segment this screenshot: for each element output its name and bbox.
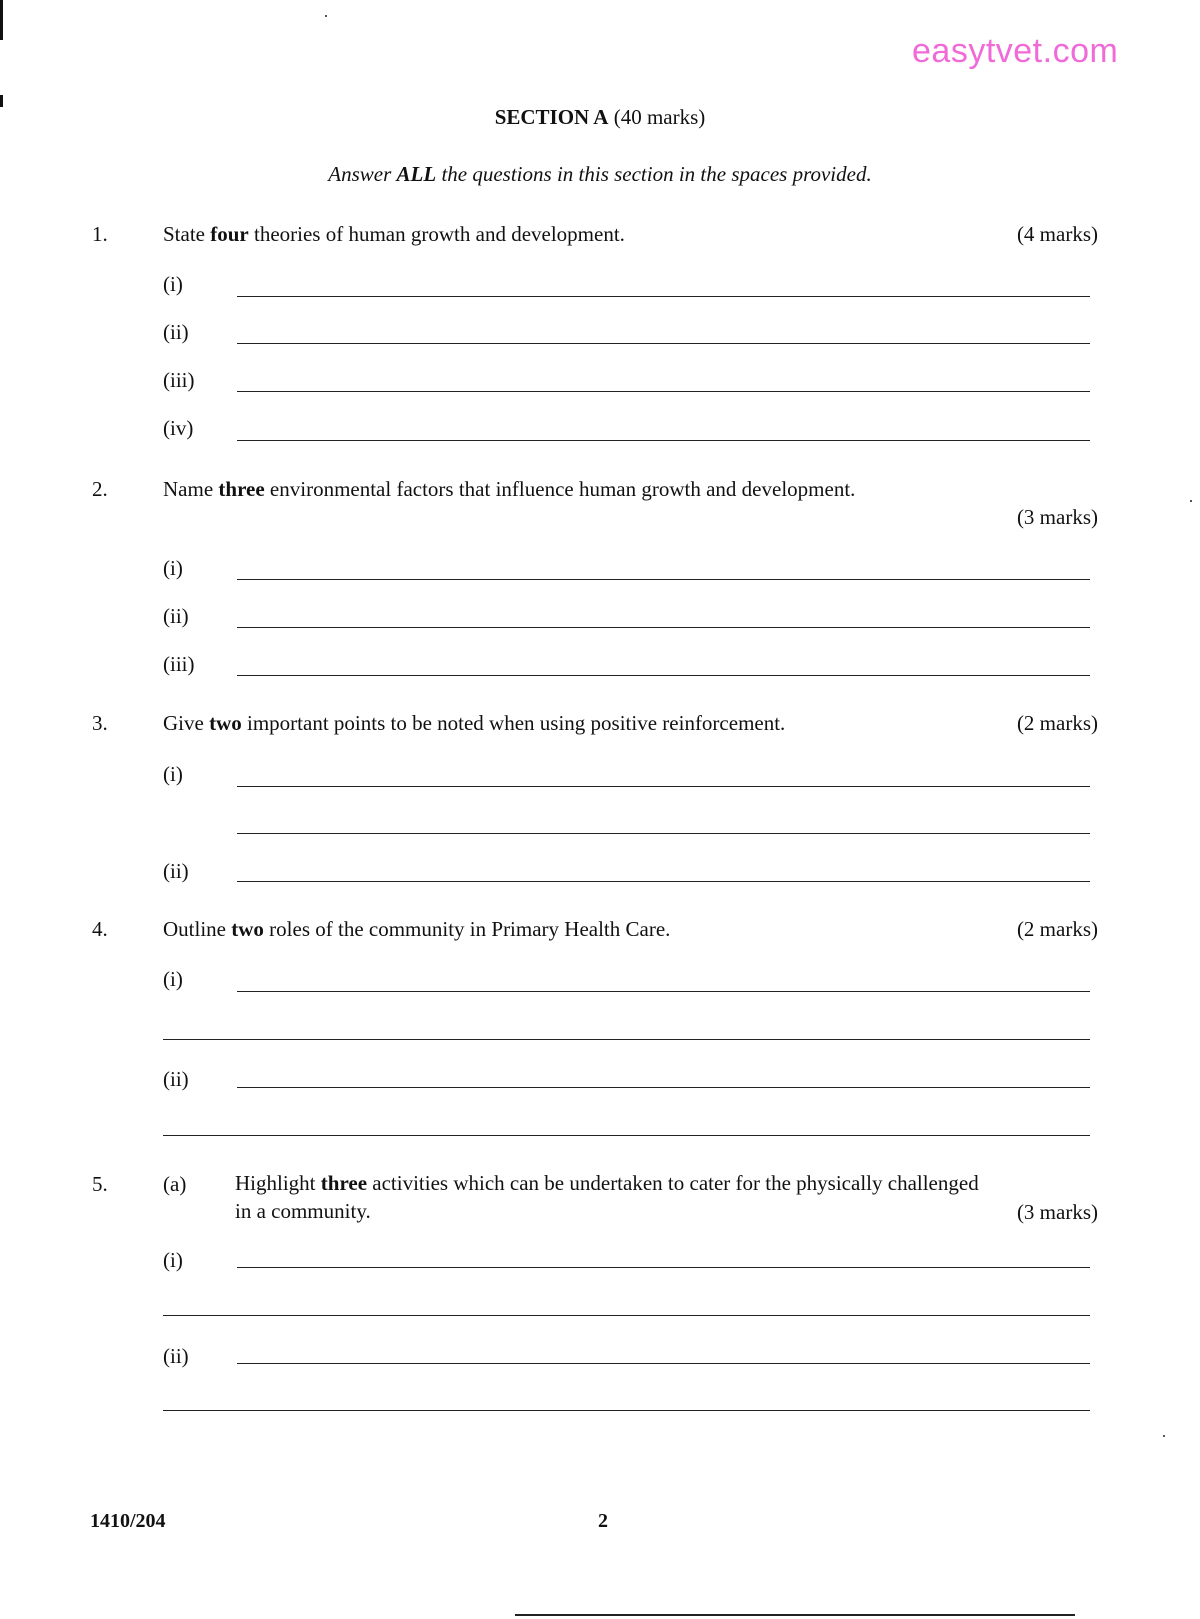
scan-speck — [1163, 1435, 1165, 1437]
scan-speck — [1190, 500, 1192, 502]
answer-line[interactable] — [237, 391, 1090, 392]
page-number: 2 — [598, 1510, 608, 1532]
question-number: 1. — [92, 222, 108, 246]
paper-code: 1410/204 — [90, 1510, 166, 1532]
answer-line[interactable] — [237, 579, 1090, 580]
answer-label: (iii) — [163, 368, 195, 392]
answer-line[interactable] — [237, 991, 1090, 992]
answer-label: (ii) — [163, 320, 189, 344]
answer-label: (i) — [163, 1248, 183, 1272]
answer-line[interactable] — [237, 786, 1090, 787]
answer-line[interactable] — [237, 440, 1090, 441]
question-text: Outline two roles of the community in Primary Health Care. — [163, 917, 671, 941]
bottom-rule — [515, 1614, 1075, 1616]
answer-line[interactable] — [237, 296, 1090, 297]
answer-label: (i) — [163, 762, 183, 786]
question-number: 5. — [92, 1172, 108, 1196]
answer-line[interactable] — [237, 881, 1090, 882]
answer-line[interactable] — [237, 1267, 1090, 1268]
answer-line[interactable] — [237, 833, 1090, 834]
answer-line[interactable] — [237, 675, 1090, 676]
answer-line[interactable] — [237, 1363, 1090, 1364]
question-number: 2. — [92, 477, 108, 501]
answer-line[interactable] — [237, 627, 1090, 628]
answer-label: (i) — [163, 556, 183, 580]
answer-label: (ii) — [163, 604, 189, 628]
question-number: 3. — [92, 711, 108, 735]
instruction: Answer ALL the questions in this section in the spaces provided. — [328, 162, 872, 186]
question-marks: (2 marks) — [1016, 917, 1098, 941]
question-marks: (2 marks) — [1016, 711, 1098, 735]
answer-line[interactable] — [163, 1410, 1090, 1411]
question-text: Highlight three activities which can be undertaken to cater for the physically challenged in a community. — [235, 1171, 979, 1223]
question-text: Give two important points to be noted when using positive reinforcement. — [163, 711, 786, 735]
question-marks: (3 marks) — [1016, 1200, 1098, 1224]
answer-line[interactable] — [237, 343, 1090, 344]
answer-label: (iv) — [163, 416, 194, 440]
watermark: easytvet.com — [912, 32, 1119, 70]
answer-line[interactable] — [163, 1315, 1090, 1316]
answer-label: (ii) — [163, 859, 189, 883]
question-text: Name three environmental factors that influence human growth and development. — [163, 477, 856, 501]
answer-label: (i) — [163, 967, 183, 991]
answer-line[interactable] — [163, 1039, 1090, 1040]
answer-line[interactable] — [163, 1135, 1090, 1136]
answer-label: (iii) — [163, 652, 195, 676]
section-title: SECTION A (40 marks) — [494, 105, 706, 129]
answer-line[interactable] — [237, 1087, 1090, 1088]
question-part: (a) — [163, 1172, 187, 1196]
scan-speck — [325, 15, 327, 17]
question-marks: (4 marks) — [1016, 222, 1098, 246]
answer-label: (i) — [163, 272, 183, 296]
question-text: State four theories of human growth and development. — [163, 222, 625, 246]
answer-label: (ii) — [163, 1344, 189, 1368]
question-marks: (3 marks) — [1016, 505, 1098, 529]
scan-edge-mark — [0, 0, 3, 40]
question-number: 4. — [92, 917, 108, 941]
answer-label: (ii) — [163, 1067, 189, 1091]
